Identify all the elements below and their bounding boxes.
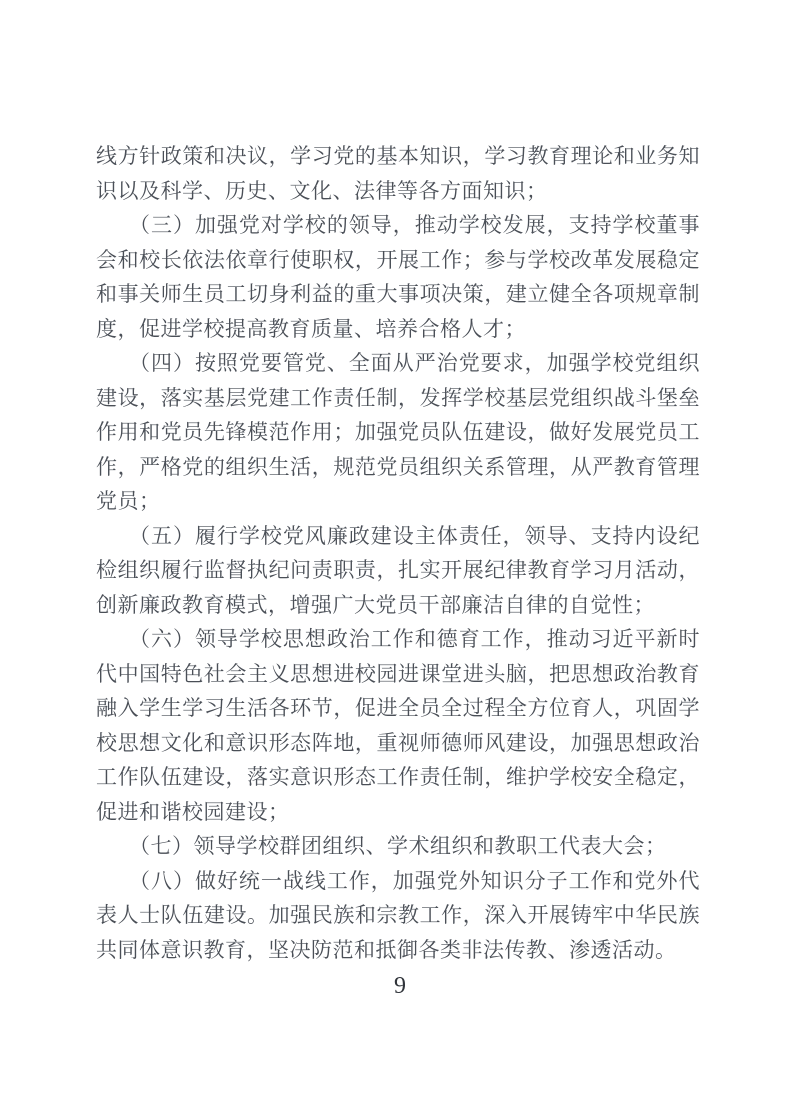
text-line: 和事关师生员工切身利益的重大事项决策，建立健全各项规章制 — [96, 282, 700, 306]
text-line: （五）履行学校党风廉政建设主体责任，领导、支持内设纪 — [129, 523, 700, 548]
text-line: 作，严格党的组织生活，规范党员组织关系管理，从严教育管理 — [96, 454, 700, 479]
text-line: 线方针政策和决议，学习党的基本知识，学习教育理论和业务知 — [96, 144, 700, 168]
text-line: 融入学生学习生活各环节，促进全员全过程全方位育人，巩固学 — [96, 696, 700, 720]
text-line: （四）按照党要管党、全面从严治党要求，加强学校党组织 — [129, 351, 700, 375]
text-line: 建设，落实基层党建工作责任制，发挥学校基层党组织战斗堡垒 — [96, 385, 700, 410]
page-number: 9 — [394, 973, 406, 999]
text-line: （七）领导学校群团组织、学术组织和教职工代表大会； — [129, 834, 667, 858]
text-line: 检组织履行监督执纪问责职责，扎实开展纪律教育学习月活动， — [96, 558, 700, 582]
text-line: 识以及科学、历史、文化、法律等各方面知识； — [96, 178, 548, 203]
text-line: 度，促进学校提高教育质量、培养合格人才； — [96, 316, 526, 341]
text-line: （六）领导学校思想政治工作和德育工作，推动习近平新时 — [129, 627, 700, 651]
text-line: 代中国特色社会主义思想进校园进课堂进头脑，把思想政治教育 — [96, 661, 700, 686]
text-line: （三）加强党对学校的领导，推动学校发展，支持学校董事 — [129, 213, 700, 237]
text-line: 促进和谐校园建设； — [96, 799, 290, 824]
text-line: 校思想文化和意识形态阵地，重视师德师风建设，加强思想政治 — [96, 730, 700, 755]
text-line: 共同体意识教育，坚决防范和抵御各类非法传教、渗透活动。 — [96, 937, 677, 962]
text-line: 作用和党员先锋模范作用；加强党员队伍建设，做好发展党员工 — [96, 420, 700, 444]
text-line: 会和校长依法依章行使职权，开展工作；参与学校改革发展稳定 — [96, 247, 700, 272]
text-line: （八）做好统一战线工作，加强党外知识分子工作和党外代 — [129, 868, 700, 893]
document-body — [96, 139, 700, 967]
text-line: 表人士队伍建设。加强民族和宗教工作，深入开展铸牢中华民族 — [96, 903, 700, 927]
text-line: 创新廉政教育模式，增强广大党员干部廉洁自律的自觉性； — [96, 592, 655, 617]
text-line: 党员； — [96, 489, 161, 513]
text-line: 工作队伍建设，落实意识形态工作责任制，维护学校安全稳定， — [96, 765, 700, 789]
